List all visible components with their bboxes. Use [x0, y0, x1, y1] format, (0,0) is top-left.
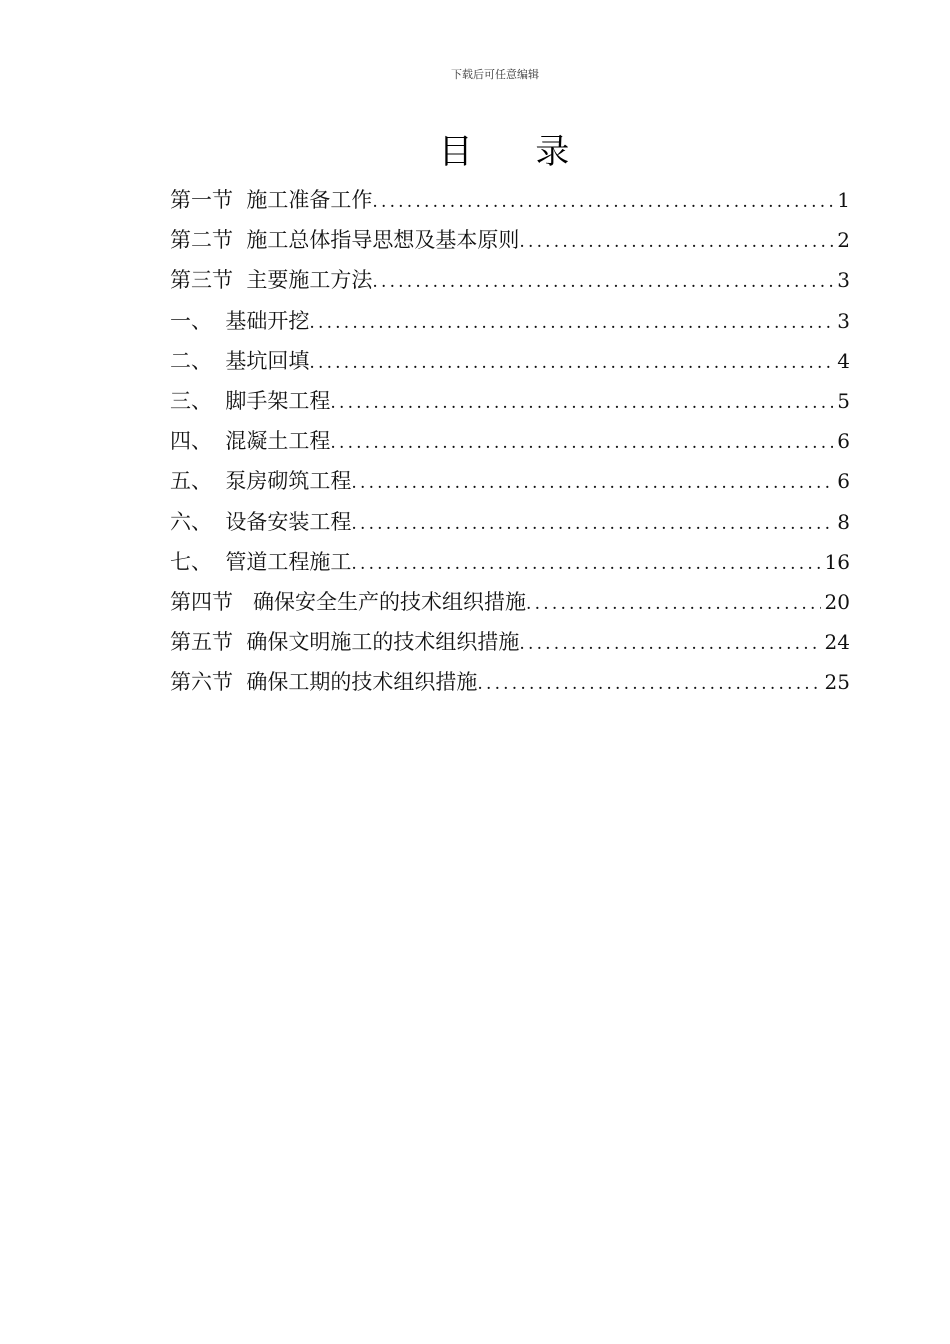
toc-entry[interactable] — [170, 461, 850, 501]
toc-entry-label: 第一节 施工准备工作 — [170, 188, 373, 213]
toc-entry-page: 20 — [824, 589, 850, 614]
toc-dot-leader — [526, 580, 821, 624]
toc-dot-leader — [309, 339, 833, 383]
toc-entry[interactable] — [170, 180, 850, 220]
toc-entry[interactable] — [170, 301, 850, 341]
toc-dot-leader — [519, 218, 833, 262]
toc-entry-label: 七、 管道工程施工 — [170, 549, 352, 574]
toc-entry[interactable] — [170, 260, 850, 300]
toc-entry-label: 一、 基础开挖 — [170, 308, 310, 333]
toc-entry-label: 第三节 主要施工方法 — [170, 268, 373, 293]
toc-dot-leader — [330, 419, 833, 463]
toc-entry-page: 5 — [837, 389, 850, 414]
toc-entry[interactable] — [170, 502, 850, 542]
toc-entry[interactable] — [170, 220, 850, 260]
toc-entry-label: 四、 混凝土工程 — [170, 429, 331, 454]
toc-dot-leader — [351, 540, 820, 584]
toc-entry-label: 第五节 确保文明施工的技术组织措施 — [170, 630, 520, 655]
toc-dot-leader — [372, 258, 833, 302]
toc-entry-label: 第二节 施工总体指导思想及基本原则 — [170, 228, 520, 253]
toc-entry-page: 8 — [837, 509, 850, 534]
toc-entry-label: 第四节 确保安全生产的技术组织措施 — [170, 589, 527, 614]
toc-entry-page: 6 — [837, 429, 850, 454]
toc-entry-label: 五、 泵房砌筑工程 — [170, 469, 352, 494]
toc-dot-leader — [351, 500, 833, 544]
toc-entry-label: 二、 基坑回填 — [170, 348, 310, 373]
toc-entry-label: 三、 脚手架工程 — [170, 389, 331, 414]
toc-entry-page: 25 — [824, 670, 850, 695]
toc-dot-leader — [309, 299, 833, 343]
toc-entry[interactable] — [170, 381, 850, 421]
toc-entry-page: 1 — [837, 188, 850, 213]
toc-entry-page: 2 — [837, 228, 850, 253]
toc-dot-leader — [477, 660, 820, 704]
toc-entry[interactable] — [170, 662, 850, 702]
toc-entry[interactable] — [170, 582, 850, 622]
table-of-contents — [170, 180, 850, 702]
toc-dot-leader — [372, 178, 833, 222]
toc-dot-leader — [351, 459, 833, 503]
toc-entry-page: 24 — [824, 630, 850, 655]
toc-dot-leader — [330, 379, 833, 423]
toc-entry[interactable] — [170, 341, 850, 381]
toc-entry-page: 3 — [837, 308, 850, 333]
toc-title: 目 录 — [438, 132, 596, 172]
page-header-note: 下载后可任意编辑 — [451, 68, 539, 81]
toc-entry[interactable] — [170, 421, 850, 461]
toc-entry-label: 第六节 确保工期的技术组织措施 — [170, 670, 478, 695]
toc-entry-page: 3 — [837, 268, 850, 293]
toc-entry-page: 6 — [837, 469, 850, 494]
toc-entry-page: 16 — [824, 549, 850, 574]
toc-entry-label: 六、 设备安装工程 — [170, 509, 352, 534]
toc-entry[interactable] — [170, 542, 850, 582]
toc-entry[interactable] — [170, 622, 850, 662]
toc-dot-leader — [519, 620, 820, 664]
toc-entry-page: 4 — [837, 348, 850, 373]
